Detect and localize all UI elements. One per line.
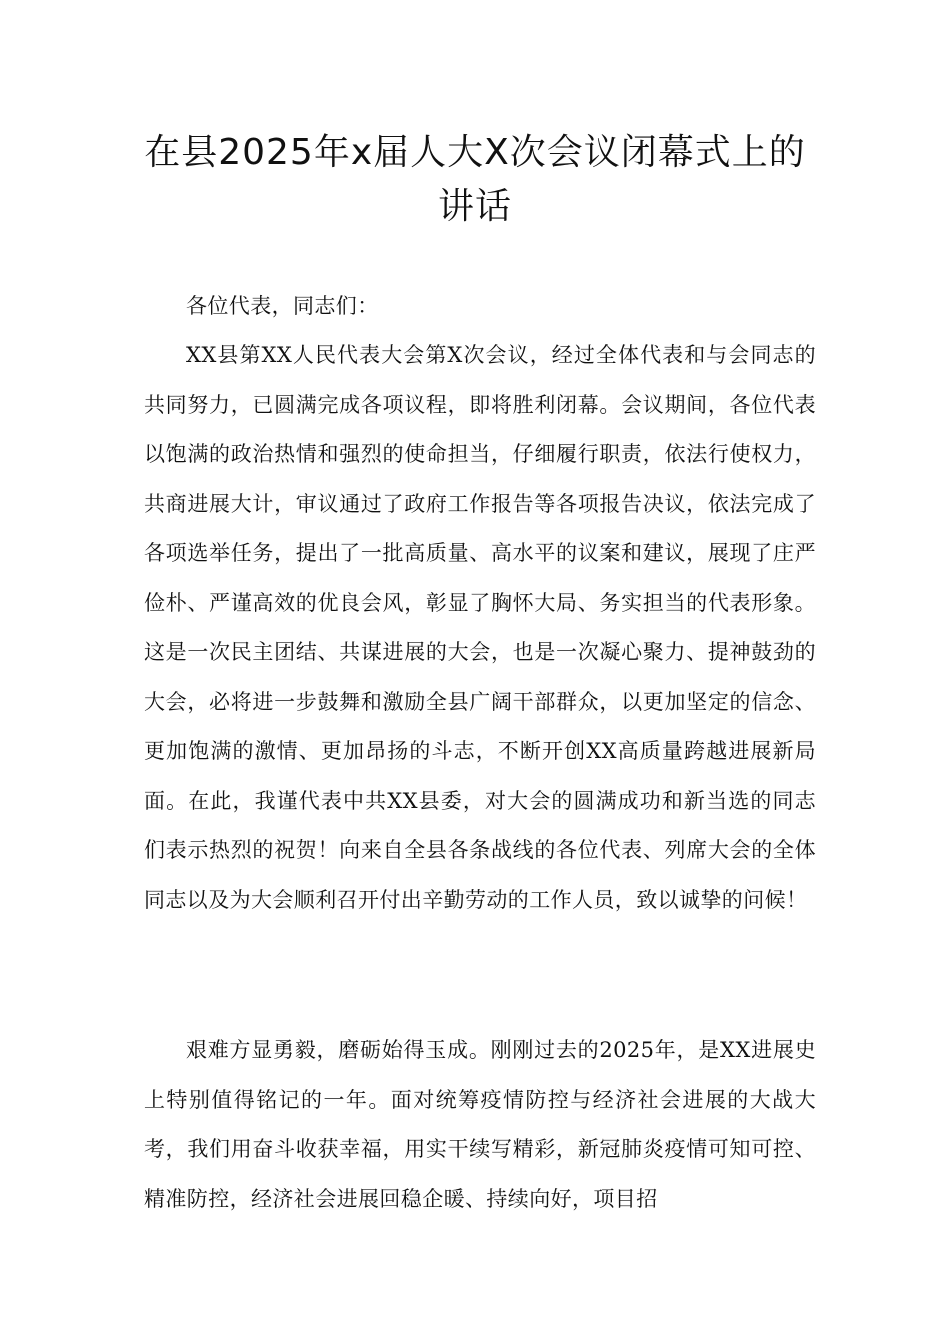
paragraph-text: 艰难方显勇毅，磨砺始得玉成。刚刚过去的2025年，是XX进展史上特别值得铭记的一年。面对统筹疫情防控与经济社会进展的大战大考，我们用奋斗收获幸福，用实干续写精彩，新冠肺炎疫情可知可控、精准防控，经济社会进展回稳企暖、持续向好，项目招 xyxy=(144,1038,816,1211)
paragraph-1 xyxy=(144,331,816,925)
document-title: 在县2025年x届人大X次会议闭幕式上的讲话 xyxy=(144,132,806,227)
salutation-text: 各位代表，同志们： xyxy=(186,294,379,318)
paragraph-text: XX县第XX人民代表大会第X次会议，经过全体代表和与会同志的共同努力，已圆满完成各项议程，即将胜利闭幕。会议期间，各位代表以饱满的政治热情和强烈的使命担当，仔细履行职责，依法行使权力，共商进展大计，审议通过了政府工作报告等各项报告决议，依法完成了各项选举任务，提出了一批高质量、高水平的议案和建议，展现了庄严俭朴、严谨高效的优良会风，彰显了胸怀大局、务实担当的代表形象。这是一次民主团结、共谋进展的大会，也是一次凝心聚力、提神鼓劲的大会，必将进一步鼓舞和激励全县广阔干部群众，以更加坚定的信念、更加饱满的激情、更加昂扬的斗志，不断开创XX高质量跨越进展新局面。在此，我谨代表中共XX县委，对大会的圆满成功和新当选的同志们表示热烈的祝贺！向来自全县各条战线的各位代表、列席大会的全体同志以及为大会顺利召开付出辛勤劳动的工作人员，致以诚挚的问候！ xyxy=(144,343,816,912)
paragraph-2 xyxy=(144,1026,816,1224)
salutation xyxy=(144,282,816,332)
